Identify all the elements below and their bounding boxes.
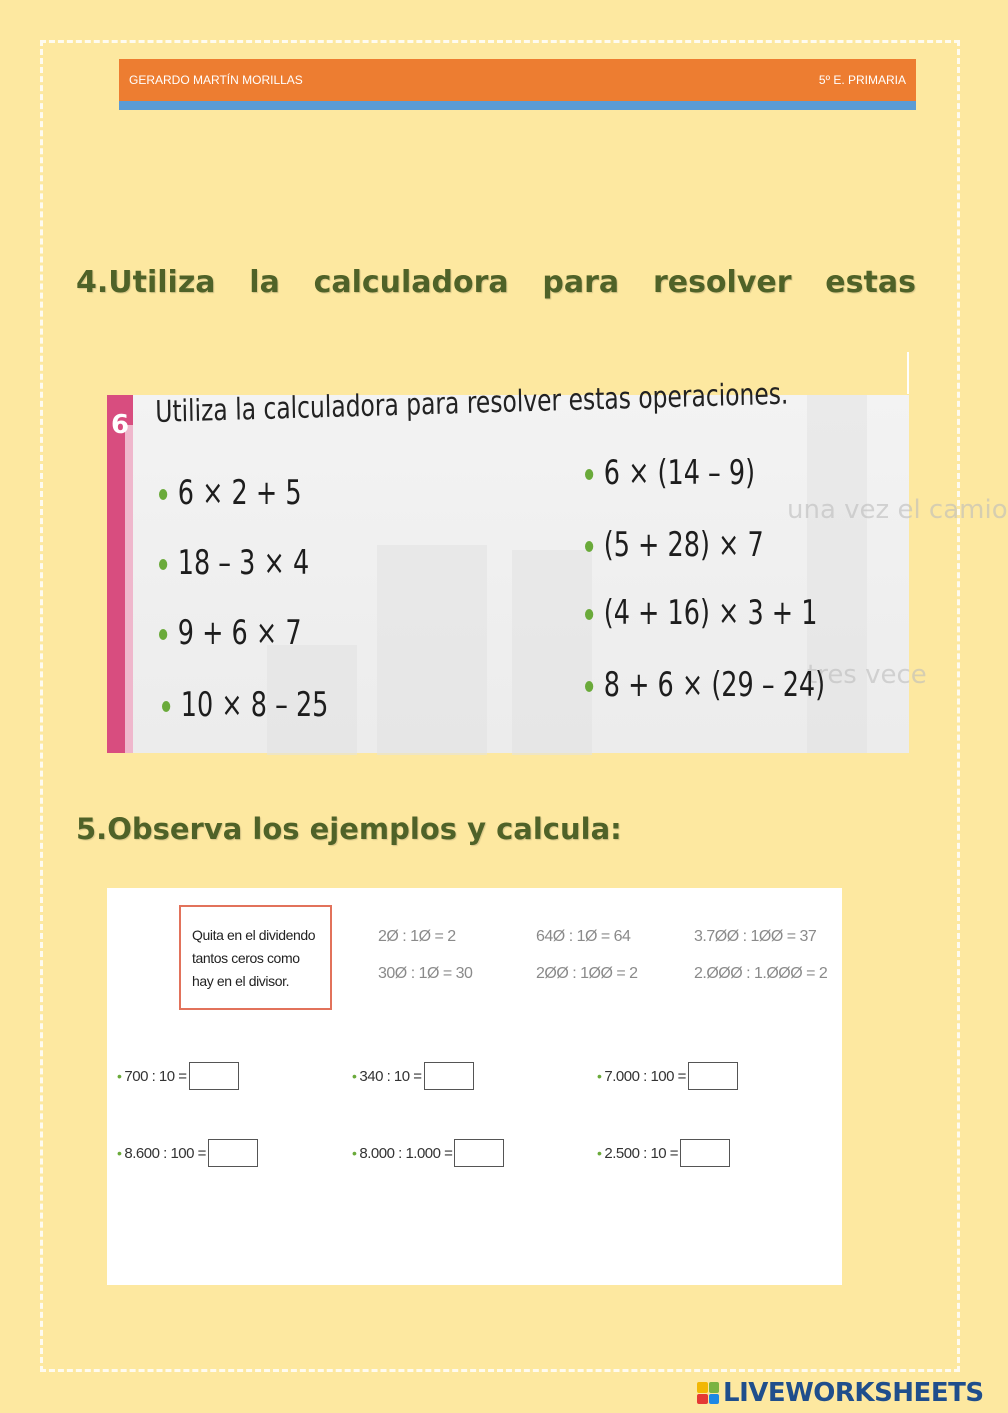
operation-item: 9 + 6 × 7: [159, 613, 302, 653]
brand-name: LIVEWORKSHEETS: [723, 1378, 984, 1408]
bullet-icon: •: [597, 1145, 602, 1161]
header-underline: [119, 101, 916, 110]
bullet-icon: [162, 701, 170, 712]
liveworksheets-brand[interactable]: [697, 1377, 984, 1409]
pink-margin-strip: [107, 395, 133, 753]
rule-box: [179, 905, 332, 1010]
exercise-item: [352, 1062, 474, 1090]
image-title: Utiliza la calculadora para resolver estas operaciones.: [155, 376, 789, 430]
exercise-5-panel: [107, 888, 842, 1285]
bullet-icon: [585, 541, 593, 552]
answer-input[interactable]: [424, 1062, 474, 1090]
operation-item: 10 × 8 – 25: [162, 685, 328, 725]
answer-input[interactable]: [680, 1139, 730, 1167]
heading-word: la: [249, 265, 280, 300]
answer-input[interactable]: [688, 1062, 738, 1090]
bullet-icon: [159, 489, 167, 500]
logo-tile: [697, 1394, 708, 1405]
operation-item: (5 + 28) × 7: [585, 525, 764, 565]
example-operation: 2.ØØØ : 1.ØØØ = 2: [694, 965, 828, 982]
bullet-icon: •: [352, 1145, 357, 1161]
exercise-label: 8.000 : 1.000 =: [359, 1144, 453, 1162]
rule-line: tantos ceros como: [192, 950, 300, 966]
heading-word: resolver: [652, 265, 792, 300]
exercise-label: 700 : 10 =: [124, 1067, 187, 1085]
exercise-label: 2.500 : 10 =: [604, 1144, 679, 1162]
logo-tile: [709, 1394, 720, 1405]
operation-item: 8 + 6 × (29 – 24): [585, 665, 825, 705]
background-ghost-text: tres vece: [807, 660, 927, 690]
exercise-4-image: [107, 376, 1008, 753]
operation-item: 6 × 2 + 5: [159, 473, 302, 513]
header-bar: [119, 59, 916, 101]
heading-word: 4.Utiliza: [76, 265, 216, 300]
heading-word: estas: [825, 265, 916, 300]
faded-chart-bar: [512, 550, 592, 755]
operation-item: 18 – 3 × 4: [159, 543, 309, 583]
background-ghost-text: una vez el camio: [787, 495, 1008, 525]
exercise-5-heading: 5.Observa los ejemplos y calcula:: [76, 812, 622, 846]
exercise-4-heading: [76, 265, 916, 300]
bullet-icon: •: [117, 1145, 122, 1161]
answer-input[interactable]: [189, 1062, 239, 1090]
exercise-item: [117, 1062, 239, 1090]
example-operation: 2ØØ : 1ØØ = 2: [536, 965, 638, 982]
logo-tile: [709, 1382, 720, 1393]
exercise-item: [597, 1062, 738, 1090]
image-frame-edge: [907, 352, 909, 394]
faded-chart-bar: [377, 545, 487, 755]
bullet-icon: [159, 629, 167, 640]
exercise-item: [352, 1139, 504, 1167]
example-operation: 64Ø : 1Ø = 64: [536, 928, 631, 945]
bullet-icon: [585, 609, 593, 620]
exercise-label: 7.000 : 100 =: [604, 1067, 686, 1085]
exercise-item: [597, 1139, 730, 1167]
heading-word: calculadora: [313, 265, 509, 300]
exercise-label: 340 : 10 =: [359, 1067, 422, 1085]
example-operation: 3.7ØØ : 1ØØ = 37: [694, 928, 817, 945]
bullet-icon: [585, 469, 593, 480]
logo-tile: [697, 1382, 708, 1393]
bullet-icon: •: [352, 1068, 357, 1084]
exercise-number-badge: 6: [110, 410, 130, 440]
exercise-label: 8.600 : 100 =: [124, 1144, 206, 1162]
rule-line: hay en el divisor.: [192, 973, 290, 989]
liveworksheets-logo-icon: [697, 1382, 719, 1404]
grade-label: 5º E. PRIMARIA: [818, 73, 906, 87]
answer-input[interactable]: [454, 1139, 504, 1167]
exercise-item: [117, 1139, 258, 1167]
bullet-icon: [585, 681, 593, 692]
bullet-icon: •: [117, 1068, 122, 1084]
bullet-icon: •: [597, 1068, 602, 1084]
operation-item: 6 × (14 – 9): [585, 453, 755, 493]
rule-line: Quita en el dividendo: [192, 927, 316, 943]
author-name: GERARDO MARTÍN MORILLAS: [129, 73, 303, 87]
example-operation: 2Ø : 1Ø = 2: [378, 928, 456, 945]
bullet-icon: [159, 559, 167, 570]
example-operation: 30Ø : 1Ø = 30: [378, 965, 473, 982]
answer-input[interactable]: [208, 1139, 258, 1167]
heading-word: para: [542, 265, 620, 300]
operation-item: (4 + 16) × 3 + 1: [585, 593, 818, 633]
